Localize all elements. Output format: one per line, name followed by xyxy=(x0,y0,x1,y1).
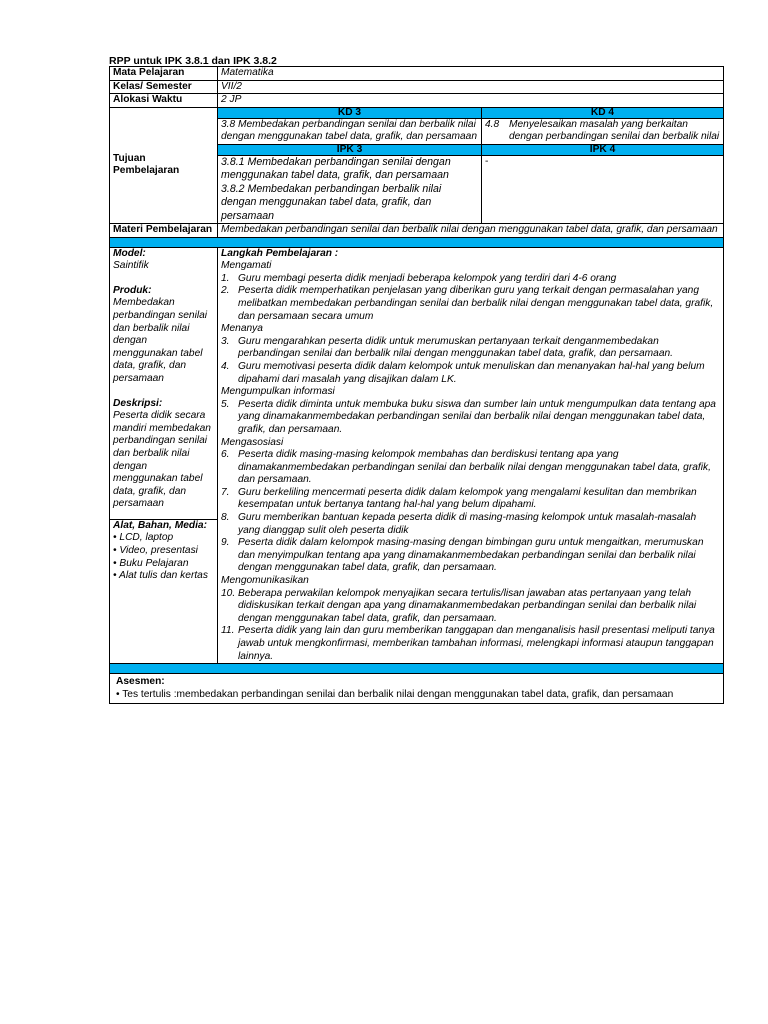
alat-label: Alat, Bahan, Media: xyxy=(113,519,207,531)
rpp-table xyxy=(109,66,724,704)
row-main xyxy=(110,247,724,664)
list-item: 5. Peserta didik diminta untuk membuka buku siswa dan sumber lain untuk mengumpulkan data tentang apa yang dinamakanmembedakan perbandingan senilai dan berbalik nilai dengan menggunakan tabel data, grafik, dan persamaan. xyxy=(221,398,716,435)
model-value: Saintifik xyxy=(113,260,149,272)
deskripsi-value: Peserta didik secara mandiri membedakan perbandingan senilai dan berbalik nilai dengan menggunakan tabel data, grafik, dan persamaan xyxy=(113,410,211,510)
kd4-text: Menyelesaikan masalah yang berkaitan dengan perbandingan senilai dan berbalik nilai xyxy=(509,118,720,143)
row-kelas xyxy=(110,80,724,94)
produk-label: Produk: xyxy=(113,284,152,296)
mata-pelajaran-label: Mata Pelajaran xyxy=(110,67,218,81)
list-item: 8. Guru memberikan bantuan kepada peserta didik di masing-masing kelompok untuk masalah-masalah yang dianggap sulit oleh peserta didik xyxy=(221,512,697,536)
left-column xyxy=(110,247,218,664)
list-item: 10. Beberapa perwakilan kelompok menyajikan secara tertulis/lisan jawaban atas pertanyaan yang telah didiskusikan terkait dengan apa yang dinamakanmembedakan perbandingan senilai dan berbalik nilai dengan menggunakan tabel data, grafik, dan persamaan. xyxy=(221,587,697,624)
kd4-header: KD 4 xyxy=(482,107,724,118)
row-kd-header xyxy=(110,107,724,118)
model-label: Model: xyxy=(113,247,146,259)
list-item: 1. Guru membagi peserta didik menjadi beberapa kelompok yang terdiri dari 4-6 orang xyxy=(221,272,617,284)
ipk3-header: IPK 3 xyxy=(218,144,482,155)
ipk4-text: - xyxy=(482,155,724,223)
produk-value: Membedakan perbandingan senilai dan berbalik nilai dengan menggunakan tabel data, grafik, dan persamaan xyxy=(113,297,208,384)
deskripsi-label: Deskripsi: xyxy=(113,397,163,409)
list-item: 6. Peserta didik masing-masing kelompok membahas dan berdiskusi tentang apa yang dinamakanmembedakan perbandingan senilai dan berbalik nilai dengan menggunakan tabel data, grafik, dan persamaan. xyxy=(221,449,711,486)
mata-pelajaran-value: Matematika xyxy=(218,67,724,81)
list-item: 9. Peserta didik dalam kelompok masing-masing dengan bimbingan guru untuk mengaitkan, merumuskan dan menyimpulkan tentang apa yang dinamakanmembedakan perbandingan senilai dan berbalik nilai dengan menggunakan tabel data, grafik, dan persamaan. xyxy=(221,537,704,574)
kd4-number: 4.8 xyxy=(485,118,500,130)
langkah-title: Langkah Pembelajaran : xyxy=(221,247,339,259)
ipk3-item-2: 3.8.2 Membedakan perbandingan berbalik nilai dengan menggunakan tabel data, grafik, dan persamaan xyxy=(221,182,442,222)
phase-name: Mengumpulkan informasi xyxy=(221,386,335,398)
asesmen-label: Asesmen: xyxy=(116,676,165,688)
list-item: 11. Peserta didik yang lain dan guru memberikan tanggapan dan menganalisis hasil presentasi meliputi tanya jawab untuk mengkonfirmasi, memberikan tambahan informasi, melengkapi informasi ataupun tanggapan lainnya. xyxy=(221,625,715,662)
alat-item: • Video, presentasi xyxy=(113,545,198,557)
langkah-column xyxy=(218,247,724,664)
asesmen-text: • Tes tertulis :membedakan perbandingan senilai dan berbalik nilai dengan menggunakan tabel data, grafik, dan persamaan xyxy=(116,688,674,700)
row-mata-pelajaran xyxy=(110,67,724,81)
kelas-label: Kelas/ Semester xyxy=(113,80,192,92)
kd3-header: KD 3 xyxy=(218,107,482,118)
kd4-block xyxy=(485,119,720,144)
list-item: 3. Guru mengarahkan peserta didik untuk merumuskan pertanyaan terkait denganmembedakan perbandingan senilai dan berbalik nilai dengan menggunakan tabel data, grafik, dan persamaan. xyxy=(221,335,673,360)
tujuan-label: Tujuan Pembelajaran xyxy=(110,107,218,223)
band-1 xyxy=(110,237,724,247)
phase-name: Mengamati xyxy=(221,260,272,272)
materi-label: Materi Pembelajaran xyxy=(110,224,218,238)
kd3-text: 3.8 Membedakan perbandingan senilai dan berbalik nilai dengan menggunakan tabel data, grafik, dan persamaan xyxy=(218,118,482,144)
row-asesmen xyxy=(110,674,724,704)
band-2 xyxy=(110,664,724,674)
ipk4-header: IPK 4 xyxy=(482,144,724,155)
list-item: 7. Guru berkeliling mencermati peserta didik dalam kelompok yang mengalami kesulitan dan membrikan kesempatan untuk bertanya tantang hal-hal yang belum dipahami. xyxy=(221,486,697,511)
document-title: RPP untuk IPK 3.8.1 dan IPK 3.8.2 xyxy=(109,55,277,67)
phase-name: Mengasosiasi xyxy=(221,436,284,448)
materi-value: Membedakan perbandingan senilai dan berbalik nilai dengan menggunakan tabel data, grafik, dan persamaan xyxy=(218,224,724,238)
alokasi-label: Alokasi Waktu xyxy=(110,94,218,108)
alokasi-value: 2 JP xyxy=(218,94,724,108)
list-item: 2. Peserta didik memperhatikan penjelasan yang diberikan guru yang terkait dengan permasalahan yang melibatkan membedakan perbandingan senilai dan berbalik nilai dengan menggunakan tabel data, grafik, dan persamaan secara umum xyxy=(221,285,714,322)
phase-name: Mengomunikasikan xyxy=(221,575,309,587)
alat-section xyxy=(110,519,217,583)
kelas-value: VII/2 xyxy=(218,80,724,94)
row-alokasi xyxy=(110,94,724,108)
alat-item: • LCD, laptop xyxy=(113,532,174,544)
alat-item: • Alat tulis dan kertas xyxy=(113,570,208,582)
row-materi xyxy=(110,224,724,238)
list-item: 4. Guru memotivasi peserta didik dalam kelompok untuk menuliskan dan menanyakan hal-hal yang belum dipahami dari masalah yang disajikan dalam LK. xyxy=(221,360,705,385)
ipk3-item-1: 3.8.1 Membedakan perbandingan senilai dengan menggunakan tabel data, grafik, dan persamaan xyxy=(221,155,451,182)
alat-item: • Buku Pelajaran xyxy=(113,557,189,569)
phase-name: Menanya xyxy=(221,323,263,335)
